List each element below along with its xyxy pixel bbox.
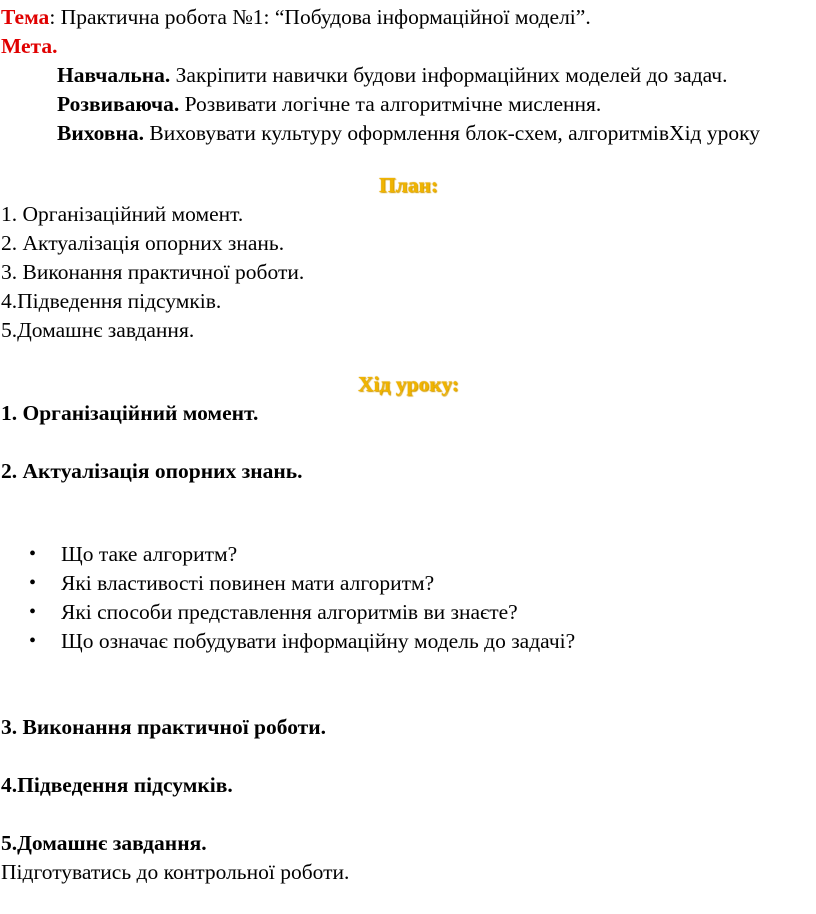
plan-item: 5.Домашнє завдання. — [1, 318, 195, 342]
goal-developmental-label: Розвиваюча. — [57, 92, 180, 116]
questions-list — [1, 540, 816, 656]
list-item: • Які способи представлення алгоритмів ви знаєте? — [29, 598, 816, 627]
plan-item: 4.Підведення підсумків. — [1, 289, 222, 313]
topic-text: : Практична робота №1: “Побудова інформаційної моделі”. — [49, 5, 591, 29]
section-heading-4: 4.Підведення підсумків. — [1, 773, 233, 797]
topic-label: Тема — [1, 5, 50, 29]
list-item: • Що таке алгоритм? — [29, 540, 816, 569]
plan-item: 1. Організаційний момент. — [1, 202, 244, 226]
section-heading-5: 5.Домашнє завдання. — [1, 831, 207, 855]
goal-upbringing-text: Виховувати культуру оформлення блок-схем, алгоритмівХід уроку — [144, 121, 761, 145]
topic-line — [1, 3, 816, 32]
goal-educational-label: Навчальна. — [57, 63, 171, 87]
plan-item: 2. Актуалізація опорних знань. — [1, 231, 285, 255]
goal-upbringing-label: Виховна. — [57, 121, 144, 145]
goal-label: Мета. — [1, 34, 58, 58]
plan-item: 3. Виконання практичної роботи. — [1, 260, 305, 284]
lesson-heading: Хід уроку: — [358, 372, 459, 396]
list-item: • Що означає побудувати інформаційну модель до задачі? — [29, 627, 816, 656]
section-heading-3: 3. Виконання практичної роботи. — [1, 715, 327, 739]
goal-educational-text: Закріпити навички будови інформаційних моделей до задач. — [170, 63, 728, 87]
goal-educational — [1, 61, 816, 90]
goal-developmental — [1, 90, 816, 119]
section-heading-2: 2. Актуалізація опорних знань. — [1, 459, 303, 483]
list-item: • Які властивості повинен мати алгоритм? — [29, 569, 816, 598]
homework-text: Підготуватись до контрольної роботи. — [1, 860, 350, 884]
plan-heading: План: — [378, 173, 439, 197]
goal-upbringing — [1, 119, 816, 148]
goal-developmental-text: Розвивати логічне та алгоритмічне мислення. — [179, 92, 602, 116]
section-heading-1: 1. Організаційний момент. — [1, 401, 259, 425]
